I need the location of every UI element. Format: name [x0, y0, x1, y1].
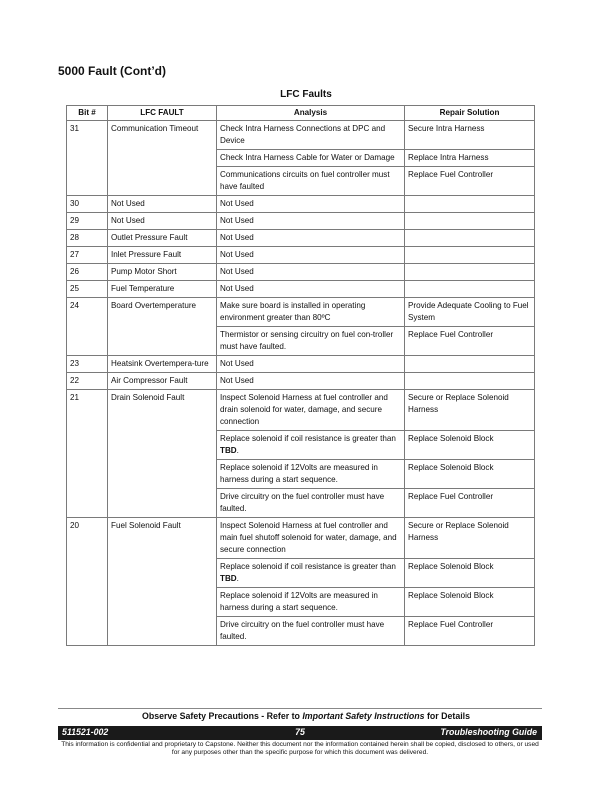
- analysis-text: Check Intra Harness Cable for Water or Damage: [220, 153, 395, 162]
- analysis-cell: [217, 518, 405, 559]
- analysis-text: Not Used: [220, 376, 254, 385]
- repair-solution-cell: Replace Fuel Controller: [405, 489, 535, 518]
- table-title: LFC Faults: [280, 89, 332, 100]
- fault-name-cell: Fuel Temperature: [108, 281, 217, 298]
- analysis-text: Not Used: [220, 233, 254, 242]
- table-row: [67, 390, 535, 431]
- column-header-bit: Bit #: [67, 106, 108, 121]
- analysis-cell: [217, 373, 405, 390]
- analysis-cell: [217, 390, 405, 431]
- safety-notice-suffix: for Details: [424, 711, 471, 721]
- bit-number-cell: 23: [67, 356, 108, 373]
- repair-solution-cell: [405, 247, 535, 264]
- analysis-text: Check Intra Harness Connections at DPC and Device: [220, 124, 386, 145]
- repair-solution-cell: Replace Fuel Controller: [405, 327, 535, 356]
- analysis-text: Replace solenoid if 12Volts are measured in harness during a start sequence.: [220, 591, 378, 612]
- fault-name-cell: Drain Solenoid Fault: [108, 390, 217, 518]
- analysis-cell: [217, 298, 405, 327]
- analysis-cell: [217, 213, 405, 230]
- section-title: 5000 Fault (Cont’d): [58, 64, 167, 78]
- guide-name: Troubleshooting Guide: [440, 727, 537, 737]
- column-header-fault: LFC FAULT: [108, 106, 217, 121]
- table-row: [67, 213, 535, 230]
- table-row: [67, 281, 535, 298]
- analysis-cell: [217, 230, 405, 247]
- column-header-repair: Repair Solution: [405, 106, 535, 121]
- safety-notice-prefix: Observe Safety Precautions - Refer to: [141, 711, 303, 721]
- analysis-text: Replace solenoid if 12Volts are measured in harness during a start sequence.: [220, 463, 378, 484]
- bit-number-cell: 30: [67, 196, 108, 213]
- table-row: [67, 230, 535, 247]
- page-number: 75: [295, 727, 305, 737]
- analysis-emphasis: TBD: [220, 574, 237, 583]
- analysis-text: Drive circuitry on the fuel controller must have faulted.: [220, 620, 385, 641]
- fault-name-cell: Air Compressor Fault: [108, 373, 217, 390]
- bit-number-cell: 20: [67, 518, 108, 646]
- repair-solution-cell: [405, 196, 535, 213]
- analysis-cell: [217, 150, 405, 167]
- analysis-cell: [217, 489, 405, 518]
- fault-name-cell: Communication Timeout: [108, 121, 217, 196]
- analysis-cell: [217, 121, 405, 150]
- table-row: [67, 298, 535, 327]
- analysis-cell: [217, 588, 405, 617]
- repair-solution-cell: Replace Fuel Controller: [405, 167, 535, 196]
- repair-solution-cell: Secure or Replace Solenoid Harness: [405, 518, 535, 559]
- analysis-cell: [217, 431, 405, 460]
- bit-number-cell: 24: [67, 298, 108, 356]
- repair-solution-cell: [405, 264, 535, 281]
- fault-name-cell: Board Overtemperature: [108, 298, 217, 356]
- analysis-text: Not Used: [220, 250, 254, 259]
- analysis-text: Inspect Solenoid Harness at fuel controller and main fuel shutoff solenoid for water, damage, and secure connection: [220, 521, 397, 554]
- analysis-emphasis: TBD: [220, 446, 237, 455]
- bit-number-cell: 27: [67, 247, 108, 264]
- analysis-cell: [217, 167, 405, 196]
- analysis-text: Not Used: [220, 216, 254, 225]
- bit-number-cell: 29: [67, 213, 108, 230]
- bit-number-cell: 22: [67, 373, 108, 390]
- analysis-text: Replace solenoid if coil resistance is greater than: [220, 562, 396, 571]
- fault-name-cell: Fuel Solenoid Fault: [108, 518, 217, 646]
- bit-number-cell: 21: [67, 390, 108, 518]
- bit-number-cell: 31: [67, 121, 108, 196]
- fault-name-cell: Pump Motor Short: [108, 264, 217, 281]
- analysis-cell: [217, 617, 405, 646]
- repair-solution-cell: Replace Solenoid Block: [405, 559, 535, 588]
- repair-solution-cell: Replace Solenoid Block: [405, 588, 535, 617]
- analysis-cell: [217, 281, 405, 298]
- safety-notice-link-text: Important Safety Instructions: [302, 711, 425, 721]
- repair-solution-cell: [405, 356, 535, 373]
- analysis-cell: [217, 327, 405, 356]
- table-row: [67, 373, 535, 390]
- repair-solution-cell: [405, 213, 535, 230]
- confidentiality-disclaimer: This information is confidential and proprietary to Capstone. Neither this document nor the information contained herein shall be copied, disclosed to others, or used for any purposes other than the specific purpose for which this document was delivered.: [61, 741, 539, 756]
- fault-name-cell: Inlet Pressure Fault: [108, 247, 217, 264]
- table-header-row: [67, 106, 535, 121]
- analysis-cell: [217, 559, 405, 588]
- table-row: [67, 518, 535, 559]
- repair-solution-cell: [405, 281, 535, 298]
- analysis-text: Inspect Solenoid Harness at fuel controller and drain solenoid for water, damage, and secure connection: [220, 393, 388, 426]
- analysis-text: Not Used: [220, 199, 254, 208]
- bit-number-cell: 28: [67, 230, 108, 247]
- bit-number-cell: 26: [67, 264, 108, 281]
- analysis-text: Not Used: [220, 359, 254, 368]
- fault-name-cell: Heatsink Overtempera-ture: [108, 356, 217, 373]
- repair-solution-cell: Replace Solenoid Block: [405, 431, 535, 460]
- analysis-cell: [217, 247, 405, 264]
- footer-bar: [58, 726, 542, 740]
- document-number: 511521-002: [62, 727, 109, 737]
- analysis-cell: [217, 460, 405, 489]
- fault-name-cell: Not Used: [108, 196, 217, 213]
- footer-divider: [58, 708, 542, 709]
- fault-name-cell: Not Used: [108, 213, 217, 230]
- table-row: [67, 264, 535, 281]
- repair-solution-cell: Provide Adequate Cooling to Fuel System: [405, 298, 535, 327]
- lfc-faults-table: [66, 105, 535, 646]
- analysis-text: Not Used: [220, 267, 254, 276]
- analysis-text: Communications circuits on fuel controller must have faulted: [220, 170, 390, 191]
- repair-solution-cell: [405, 373, 535, 390]
- repair-solution-cell: Secure or Replace Solenoid Harness: [405, 390, 535, 431]
- safety-notice: [0, 711, 612, 721]
- analysis-cell: [217, 356, 405, 373]
- table-row: [67, 196, 535, 213]
- bit-number-cell: 25: [67, 281, 108, 298]
- table-row: [67, 356, 535, 373]
- analysis-text: Not Used: [220, 284, 254, 293]
- repair-solution-cell: [405, 230, 535, 247]
- table-row: [67, 247, 535, 264]
- analysis-text: Make sure board is installed in operating environment greater than 80ºC: [220, 301, 366, 322]
- analysis-tail: .: [236, 446, 239, 455]
- column-header-analysis: Analysis: [217, 106, 405, 121]
- repair-solution-cell: Replace Solenoid Block: [405, 460, 535, 489]
- analysis-text: Replace solenoid if coil resistance is greater than: [220, 434, 396, 443]
- repair-solution-cell: Replace Intra Harness: [405, 150, 535, 167]
- table-body: [67, 121, 535, 646]
- table-row: [67, 121, 535, 150]
- analysis-text: Drive circuitry on the fuel controller must have faulted.: [220, 492, 385, 513]
- analysis-cell: [217, 264, 405, 281]
- analysis-tail: .: [236, 574, 239, 583]
- fault-name-cell: Outlet Pressure Fault: [108, 230, 217, 247]
- repair-solution-cell: Replace Fuel Controller: [405, 617, 535, 646]
- analysis-text: Thermistor or sensing circuitry on fuel con-troller must have faulted.: [220, 330, 394, 351]
- analysis-cell: [217, 196, 405, 213]
- repair-solution-cell: Secure Intra Harness: [405, 121, 535, 150]
